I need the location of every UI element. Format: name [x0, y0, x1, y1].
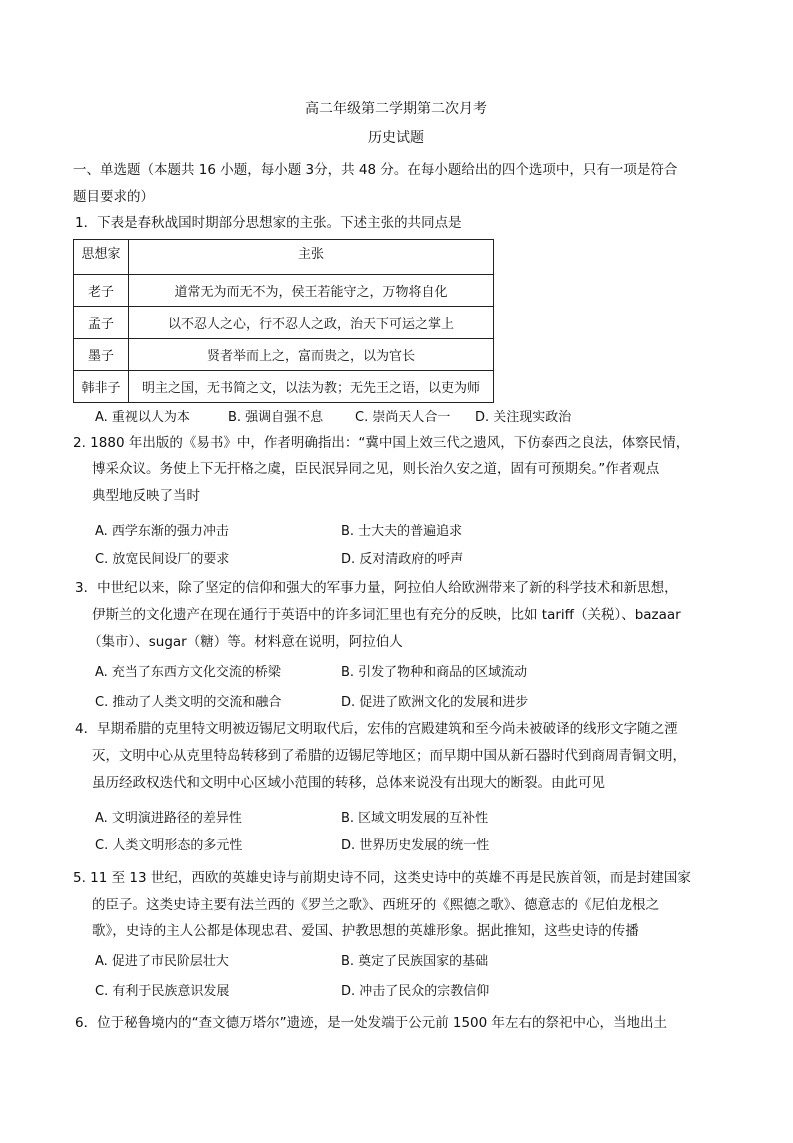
table-header-cell: 思想家: [74, 240, 129, 275]
q3-line-1: 3．中世纪以来，除了坚定的信仰和强大的军事力量，阿拉伯人给欧洲带来了新的科学技术和新思想，: [75, 580, 678, 596]
table-cell-claim: 以不忍人之心，行不忍人之政，治天下可运之掌上: [129, 307, 494, 339]
q5-line-3: 歌》，史诗的主人公都是体现忠君、爱国、护教思想的英雄形象。据此推知，这些史诗的传播: [92, 923, 639, 939]
table-header-cell: 主张: [129, 240, 494, 275]
q3-option-d: D. 促进了欧洲文化的发展和进步: [341, 695, 529, 710]
q1-stem: 1．下表是春秋战国时期部分思想家的主张。下述主张的共同点是: [75, 215, 462, 231]
table-row: [74, 371, 494, 403]
q4-option-b: B. 区域文明发展的互补性: [341, 811, 489, 826]
q1-option-d: D. 关注现实政治: [475, 410, 572, 425]
q3-option-a: A. 充当了东西方文化交流的桥梁: [95, 665, 281, 680]
q2-line-1: 2. 1880 年出版的《易书》中，作者明确指出：“冀中国上效三代之遗风，下仿泰西之良法，体察民情，: [73, 435, 690, 451]
table-cell-claim: 道常无为而无不为，侯王若能守之，万物将自化: [129, 275, 494, 307]
section-heading-line1: 一、单选题（本题共 16 小题，每小题 3分，共 48 分。在每小题给出的四个选项中，只有一项是符合: [73, 162, 678, 178]
q3-line-3: （集市）、sugar（糖）等。材料意在说明，阿拉伯人: [88, 634, 403, 650]
table-cell-claim: 贤者举而上之，富而贵之，以为官长: [129, 339, 494, 371]
q1-option-a: A. 重视以人为本: [95, 410, 190, 425]
q1-option-b: B. 强调自强不息: [228, 410, 324, 425]
section-heading-line2: 题目要求的）: [73, 189, 154, 205]
q2-option-b: B. 士大夫的普遍追求: [341, 524, 463, 539]
q3-line-2: 伊斯兰的文化遗产在现在通行于英语中的许多词汇里也有充分的反映，比如 tariff（关税）、bazaar: [92, 607, 681, 623]
table-row: [74, 275, 494, 307]
q1-table: [73, 239, 494, 403]
q4-option-a: A. 文明演进路径的差异性: [95, 811, 242, 826]
q2-line-3: 典型地反映了当时: [92, 488, 200, 504]
table-cell-thinker: 孟子: [74, 307, 129, 339]
q2-option-d: D. 反对清政府的呼声: [341, 552, 464, 567]
table-cell-claim: 明主之国，无书简之文，以法为教；无先王之语，以吏为师: [129, 371, 494, 403]
table-cell-thinker: 墨子: [74, 339, 129, 371]
table-row: [74, 339, 494, 371]
q4-option-c: C. 人类文明形态的多元性: [95, 838, 243, 853]
q4-line-3: 虽历经政权迭代和文明中心区域小范围的转移，总体来说没有出现大的断裂。由此可见: [92, 775, 605, 791]
q6-line-1: 6．位于秘鲁境内的“查文德万塔尔”遗迹，是一处发端于公元前 1500 年左右的祭祀中心，当地出土: [75, 1015, 668, 1031]
q3-option-c: C. 推动了人类文明的交流和融合: [95, 695, 282, 710]
q5-line-1: 5. 11 至 13 世纪，西欧的英雄史诗与前期史诗不同，这类史诗中的英雄不再是民族首领，而是封建国家: [73, 870, 691, 886]
q5-line-2: 的臣子。这类史诗主要有法兰西的《罗兰之歌》、西班牙的《熙德之歌》、德意志的《尼伯龙根之: [92, 897, 659, 913]
q5-option-c: C. 有利于民族意识发展: [95, 984, 230, 999]
q5-option-a: A. 促进了市民阶层壮大: [95, 954, 229, 969]
q4-line-2: 灭，文明中心从克里特岛转移到了希腊的迈锡尼等地区；而早期中国从新石器时代到商周青铜文明，: [92, 748, 686, 764]
table-header-row: [74, 240, 494, 275]
table-row: [74, 307, 494, 339]
q4-option-d: D. 世界历史发展的统一性: [341, 838, 490, 853]
q2-option-c: C. 放宽民间设厂的要求: [95, 552, 230, 567]
q5-option-b: B. 奠定了民族国家的基础: [341, 954, 489, 969]
q4-line-1: 4．早期希腊的克里特文明被迈锡尼文明取代后，宏伟的宫殿建筑和至今尚未被破译的线形文字随之湮: [75, 721, 678, 737]
table-cell-thinker: 韩非子: [74, 371, 129, 403]
q3-option-b: B. 引发了物种和商品的区域流动: [341, 665, 528, 680]
q5-option-d: D. 冲击了民众的宗教信仰: [341, 984, 490, 999]
exam-subtitle: 历史试题: [368, 130, 424, 146]
q2-option-a: A. 西学东渐的强力冲击: [95, 524, 229, 539]
exam-title: 高二年级第二学期第二次月考: [305, 101, 487, 117]
q2-line-2: 博采众议。务使上下无扞格之虞，臣民泯异同之见，则长治久安之道，固有可预期矣。”作者观点: [92, 461, 660, 477]
table-cell-thinker: 老子: [74, 275, 129, 307]
q1-option-c: C. 崇尚天人合一: [355, 410, 451, 425]
